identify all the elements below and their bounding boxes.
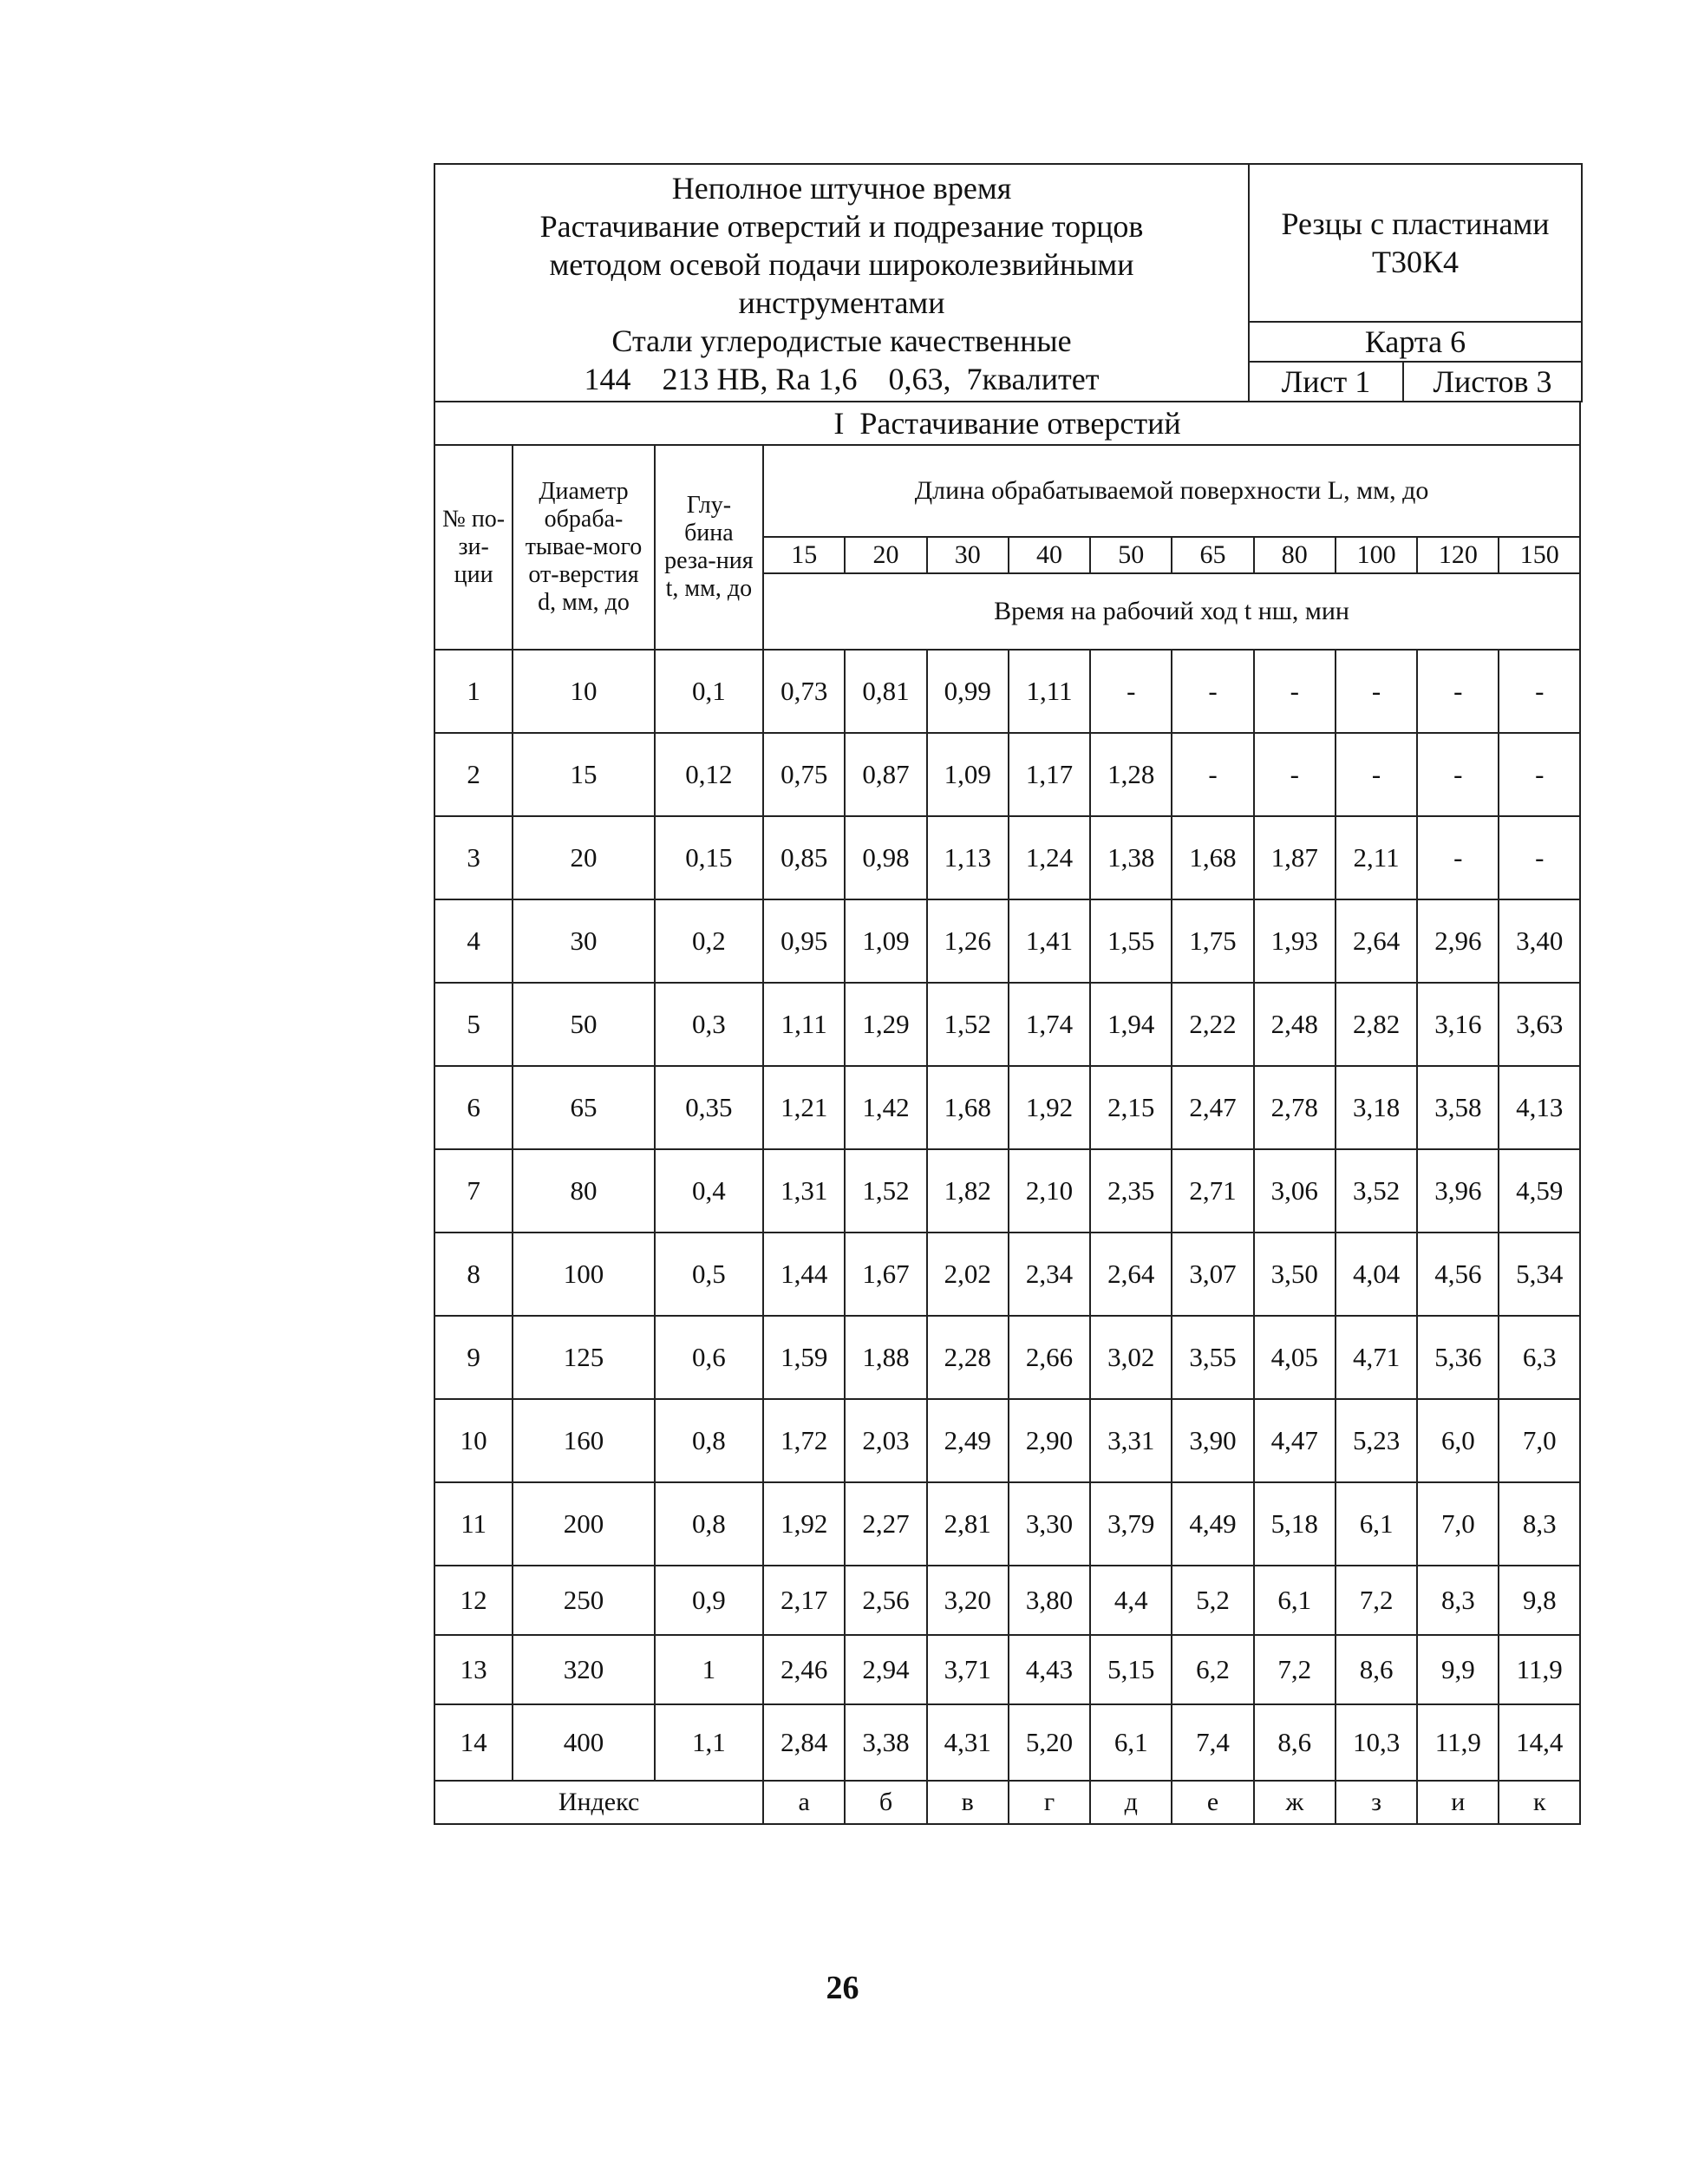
table-row [434, 650, 1580, 733]
time-cell: 1,42 [845, 1066, 926, 1149]
length-value: 150 [1499, 537, 1580, 573]
time-cell: 3,18 [1336, 1066, 1417, 1149]
time-cell: 2,02 [927, 1233, 1009, 1316]
diameter-cell: 200 [513, 1482, 654, 1566]
time-cell: 3,16 [1417, 983, 1499, 1066]
time-cell: 1,92 [763, 1482, 845, 1566]
table-row [434, 1399, 1580, 1482]
col-header-position: № по-зи-ции [434, 445, 513, 650]
time-cell: 0,87 [845, 733, 926, 816]
time-cell: 2,82 [1336, 983, 1417, 1066]
length-value: 120 [1417, 537, 1499, 573]
diameter-cell: 160 [513, 1399, 654, 1482]
diameter-cell: 250 [513, 1566, 654, 1635]
position-cell: 7 [434, 1149, 513, 1233]
table-row [434, 816, 1580, 899]
time-cell: 11,9 [1499, 1635, 1580, 1704]
time-cell: 1,74 [1009, 983, 1090, 1066]
col-header-depth: Глу-бина реза-ния t, мм, до [655, 445, 763, 650]
time-cell: - [1417, 816, 1499, 899]
position-cell: 11 [434, 1482, 513, 1566]
index-letter: д [1090, 1781, 1172, 1824]
sheets-total: Листов 3 [1403, 362, 1582, 402]
time-cell: 3,50 [1254, 1233, 1336, 1316]
time-cell: 7,2 [1336, 1566, 1417, 1635]
time-cell: 2,46 [763, 1635, 845, 1704]
time-cell: 4,43 [1009, 1635, 1090, 1704]
table-row [434, 899, 1580, 983]
depth-cell: 1 [655, 1635, 763, 1704]
time-cell: 0,75 [763, 733, 845, 816]
depth-cell: 1,1 [655, 1704, 763, 1781]
depth-cell: 0,8 [655, 1399, 763, 1482]
time-cell: 1,29 [845, 983, 926, 1066]
depth-cell: 0,2 [655, 899, 763, 983]
time-cell: 2,94 [845, 1635, 926, 1704]
table-row [434, 733, 1580, 816]
position-cell: 1 [434, 650, 513, 733]
depth-cell: 0,1 [655, 650, 763, 733]
depth-cell: 0,5 [655, 1233, 763, 1316]
time-cell: 7,2 [1254, 1635, 1336, 1704]
time-cell: 4,56 [1417, 1233, 1499, 1316]
table-row [434, 1566, 1580, 1635]
time-cell: 3,38 [845, 1704, 926, 1781]
time-cell: 1,82 [927, 1149, 1009, 1233]
length-value: 15 [763, 537, 845, 573]
length-value: 100 [1336, 537, 1417, 573]
time-cell: - [1499, 650, 1580, 733]
time-cell: 3,79 [1090, 1482, 1172, 1566]
table-row [434, 1704, 1580, 1781]
time-cell: 3,90 [1172, 1399, 1253, 1482]
time-cell: - [1172, 650, 1253, 733]
time-cell: 3,63 [1499, 983, 1580, 1066]
depth-cell: 0,15 [655, 816, 763, 899]
diameter-cell: 80 [513, 1149, 654, 1233]
position-cell: 14 [434, 1704, 513, 1781]
time-cell: 3,30 [1009, 1482, 1090, 1566]
time-cell: 2,81 [927, 1482, 1009, 1566]
time-cell: 1,26 [927, 899, 1009, 983]
time-cell: - [1254, 733, 1336, 816]
time-cell: - [1499, 816, 1580, 899]
depth-cell: 0,9 [655, 1566, 763, 1635]
time-cell: 8,3 [1499, 1482, 1580, 1566]
time-cell: 4,4 [1090, 1566, 1172, 1635]
page-number: 26 [826, 1970, 859, 2006]
time-cell: 1,21 [763, 1066, 845, 1149]
time-cell: 2,84 [763, 1704, 845, 1781]
time-cell: - [1090, 650, 1172, 733]
time-cell: 1,94 [1090, 983, 1172, 1066]
index-letter: к [1499, 1781, 1580, 1824]
time-cell: 7,0 [1417, 1482, 1499, 1566]
time-cell: 1,87 [1254, 816, 1336, 899]
length-value: 80 [1254, 537, 1336, 573]
time-cell: 3,52 [1336, 1149, 1417, 1233]
card-number: Карта 6 [1249, 322, 1582, 362]
time-cell: 1,88 [845, 1316, 926, 1399]
col-header-length: Длина обрабатываемой поверхности L, мм, до [763, 445, 1580, 537]
time-cell: 1,93 [1254, 899, 1336, 983]
table-row [434, 1635, 1580, 1704]
table-row [434, 1149, 1580, 1233]
diameter-cell: 125 [513, 1316, 654, 1399]
normative-card [434, 163, 1581, 1825]
diameter-cell: 320 [513, 1635, 654, 1704]
time-cell: 6,3 [1499, 1316, 1580, 1399]
time-cell: 2,17 [763, 1566, 845, 1635]
time-cell: 3,58 [1417, 1066, 1499, 1149]
length-value: 20 [845, 537, 926, 573]
time-cell: - [1417, 733, 1499, 816]
index-label: Индекс [434, 1781, 763, 1824]
time-cell: - [1336, 733, 1417, 816]
depth-cell: 0,12 [655, 733, 763, 816]
time-cell: 7,4 [1172, 1704, 1253, 1781]
depth-cell: 0,35 [655, 1066, 763, 1149]
time-cell: 0,98 [845, 816, 926, 899]
index-row [434, 1781, 1580, 1824]
time-cell: 5,23 [1336, 1399, 1417, 1482]
card-title [434, 164, 1249, 402]
time-cell: 4,04 [1336, 1233, 1417, 1316]
time-cell: 3,96 [1417, 1149, 1499, 1233]
time-cell: 5,2 [1172, 1566, 1253, 1635]
time-cell: 4,49 [1172, 1482, 1253, 1566]
diameter-cell: 100 [513, 1233, 654, 1316]
time-cell: 0,81 [845, 650, 926, 733]
time-cell: 2,49 [927, 1399, 1009, 1482]
time-cell: 1,68 [927, 1066, 1009, 1149]
table-row [434, 1066, 1580, 1149]
time-cell: 0,95 [763, 899, 845, 983]
time-cell: 6,1 [1254, 1566, 1336, 1635]
time-cell: 3,31 [1090, 1399, 1172, 1482]
time-cell: 9,8 [1499, 1566, 1580, 1635]
time-cell: 1,92 [1009, 1066, 1090, 1149]
diameter-cell: 50 [513, 983, 654, 1066]
time-cell: 1,55 [1090, 899, 1172, 983]
position-cell: 5 [434, 983, 513, 1066]
diameter-cell: 30 [513, 899, 654, 983]
position-cell: 12 [434, 1566, 513, 1635]
time-cell: - [1336, 650, 1417, 733]
time-cell: 1,52 [845, 1149, 926, 1233]
diameter-cell: 20 [513, 816, 654, 899]
time-cell: 4,31 [927, 1704, 1009, 1781]
time-cell: 1,28 [1090, 733, 1172, 816]
position-cell: 8 [434, 1233, 513, 1316]
table-row [434, 983, 1580, 1066]
time-cell: 4,05 [1254, 1316, 1336, 1399]
time-cell: 10,3 [1336, 1704, 1417, 1781]
title-line: Растачивание отверстий и подрезание торцов [539, 209, 1144, 244]
time-cell: 3,02 [1090, 1316, 1172, 1399]
time-cell: 2,03 [845, 1399, 926, 1482]
time-cell: 1,59 [763, 1316, 845, 1399]
time-cell: 1,13 [927, 816, 1009, 899]
time-cell: 2,15 [1090, 1066, 1172, 1149]
time-table [434, 401, 1581, 1825]
time-cell: 0,99 [927, 650, 1009, 733]
time-cell: 3,80 [1009, 1566, 1090, 1635]
table-row [434, 1233, 1580, 1316]
section-title: I Растачивание отверстий [434, 402, 1580, 445]
length-value: 30 [927, 537, 1009, 573]
time-cell: 1,67 [845, 1233, 926, 1316]
position-cell: 2 [434, 733, 513, 816]
time-cell: 6,0 [1417, 1399, 1499, 1482]
position-cell: 3 [434, 816, 513, 899]
time-cell: 1,68 [1172, 816, 1253, 899]
title-line: Стали углеродистые качественные [611, 324, 1072, 358]
length-value: 65 [1172, 537, 1253, 573]
time-cell: 2,90 [1009, 1399, 1090, 1482]
time-cell: 14,4 [1499, 1704, 1580, 1781]
time-cell: 2,28 [927, 1316, 1009, 1399]
time-cell: 1,11 [1009, 650, 1090, 733]
table-row [434, 1482, 1580, 1566]
time-cell: 3,71 [927, 1635, 1009, 1704]
position-cell: 13 [434, 1635, 513, 1704]
depth-cell: 0,4 [655, 1149, 763, 1233]
index-letter: б [845, 1781, 926, 1824]
time-cell: 1,44 [763, 1233, 845, 1316]
depth-cell: 0,3 [655, 983, 763, 1066]
time-cell: 6,1 [1336, 1482, 1417, 1566]
time-cell: 1,31 [763, 1149, 845, 1233]
time-cell: 1,24 [1009, 816, 1090, 899]
time-cell: 7,0 [1499, 1399, 1580, 1482]
index-letter: и [1417, 1781, 1499, 1824]
diameter-cell: 400 [513, 1704, 654, 1781]
diameter-cell: 65 [513, 1066, 654, 1149]
time-cell: 2,66 [1009, 1316, 1090, 1399]
index-letter: г [1009, 1781, 1090, 1824]
time-cell: 4,71 [1336, 1316, 1417, 1399]
time-cell: - [1254, 650, 1336, 733]
time-cell: 6,1 [1090, 1704, 1172, 1781]
position-cell: 10 [434, 1399, 513, 1482]
time-cell: - [1417, 650, 1499, 733]
time-cell: 2,10 [1009, 1149, 1090, 1233]
tool-line: Т30К4 [1371, 245, 1459, 279]
depth-cell: 0,6 [655, 1316, 763, 1399]
time-cell: 2,27 [845, 1482, 926, 1566]
title-line: Неполное штучное время [671, 171, 1012, 206]
time-cell: 1,75 [1172, 899, 1253, 983]
title-line: методом осевой подачи широколезвийными [549, 247, 1134, 282]
time-cell: 2,47 [1172, 1066, 1253, 1149]
table-body [434, 650, 1580, 1781]
time-cell: 3,06 [1254, 1149, 1336, 1233]
index-letter: з [1336, 1781, 1417, 1824]
time-cell: 5,36 [1417, 1316, 1499, 1399]
time-cell: 2,96 [1417, 899, 1499, 983]
time-cell: 2,35 [1090, 1149, 1172, 1233]
time-cell: 2,64 [1090, 1233, 1172, 1316]
time-cell: 1,52 [927, 983, 1009, 1066]
title-line: инструментами [738, 285, 945, 320]
time-cell: 8,6 [1254, 1704, 1336, 1781]
time-cell: 8,6 [1336, 1635, 1417, 1704]
time-cell: - [1172, 733, 1253, 816]
time-cell: 8,3 [1417, 1566, 1499, 1635]
time-cell: 2,64 [1336, 899, 1417, 983]
time-cell: 5,15 [1090, 1635, 1172, 1704]
time-cell: 1,38 [1090, 816, 1172, 899]
time-cell: 5,18 [1254, 1482, 1336, 1566]
length-value: 50 [1090, 537, 1172, 573]
time-cell: 4,13 [1499, 1066, 1580, 1149]
table-row [434, 1316, 1580, 1399]
col-header-time: Время на рабочий ход t нш, мин [763, 573, 1580, 650]
time-cell: 3,07 [1172, 1233, 1253, 1316]
time-cell: 1,17 [1009, 733, 1090, 816]
time-cell: 5,20 [1009, 1704, 1090, 1781]
diameter-cell: 15 [513, 733, 654, 816]
time-cell: 2,11 [1336, 816, 1417, 899]
position-cell: 4 [434, 899, 513, 983]
time-cell: 11,9 [1417, 1704, 1499, 1781]
time-cell: 3,20 [927, 1566, 1009, 1635]
time-cell: 1,72 [763, 1399, 845, 1482]
depth-cell: 0,8 [655, 1482, 763, 1566]
tool-line: Резцы с пластинами [1281, 206, 1550, 241]
position-cell: 9 [434, 1316, 513, 1399]
tool-description [1249, 164, 1582, 322]
length-value: 40 [1009, 537, 1090, 573]
time-cell: 0,73 [763, 650, 845, 733]
col-header-diameter: Диаметр обраба-тывае-мого от-верстия d, мм, до [513, 445, 654, 650]
time-cell: 2,48 [1254, 983, 1336, 1066]
index-letter: ж [1254, 1781, 1336, 1824]
time-cell: 1,09 [845, 899, 926, 983]
time-cell: 2,56 [845, 1566, 926, 1635]
sheet-number: Лист 1 [1249, 362, 1403, 402]
time-cell: 2,71 [1172, 1149, 1253, 1233]
index-letter: в [927, 1781, 1009, 1824]
time-cell: 4,59 [1499, 1149, 1580, 1233]
time-cell: 9,9 [1417, 1635, 1499, 1704]
time-cell: 5,34 [1499, 1233, 1580, 1316]
title-line: 144 213 НВ, Ra 1,6 0,63, 7квалитет [584, 362, 1100, 396]
time-cell: 1,09 [927, 733, 1009, 816]
time-cell: 3,55 [1172, 1316, 1253, 1399]
time-cell: 6,2 [1172, 1635, 1253, 1704]
time-cell: 2,22 [1172, 983, 1253, 1066]
index-letter: е [1172, 1781, 1253, 1824]
time-cell: 2,34 [1009, 1233, 1090, 1316]
index-letter: а [763, 1781, 845, 1824]
time-cell: 4,47 [1254, 1399, 1336, 1482]
time-cell: 1,11 [763, 983, 845, 1066]
time-cell: 3,40 [1499, 899, 1580, 983]
time-cell: 1,41 [1009, 899, 1090, 983]
position-cell: 6 [434, 1066, 513, 1149]
diameter-cell: 10 [513, 650, 654, 733]
card-header [434, 163, 1583, 402]
time-cell: 0,85 [763, 816, 845, 899]
time-cell: 2,78 [1254, 1066, 1336, 1149]
time-cell: - [1499, 733, 1580, 816]
